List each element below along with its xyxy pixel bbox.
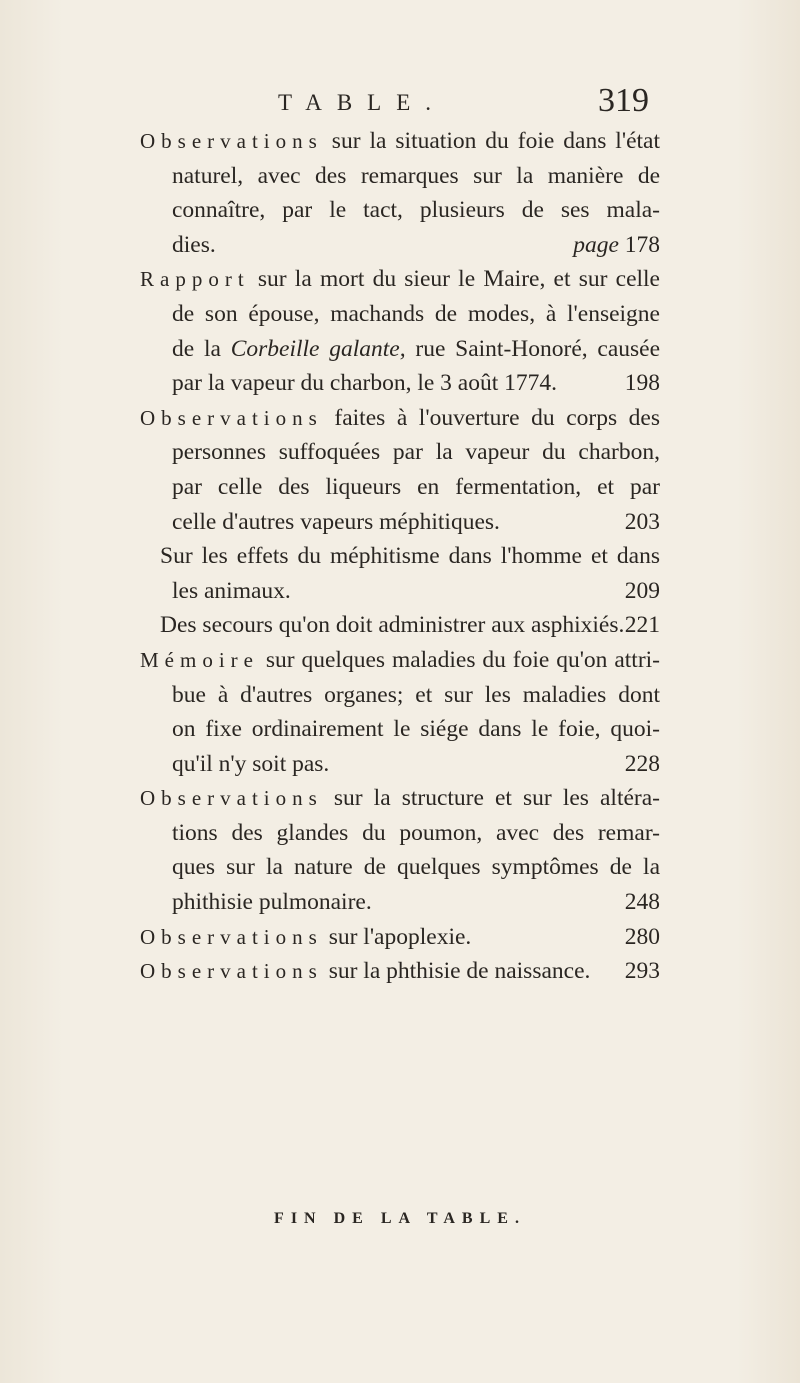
entry-keyword: Observations (140, 924, 323, 949)
entry-line: Observations sur la structure et sur les altéra- (140, 785, 660, 812)
table-entry (140, 920, 660, 955)
page-ref: page 178 (573, 231, 660, 258)
entry-line: on fixe ordinairement le siége dans le foie, quoi- (172, 716, 660, 743)
table-entry (140, 954, 660, 989)
entry-line: Des secours qu'on doit administrer aux asphixiés. 221 (140, 608, 660, 643)
table-subentry (140, 539, 660, 608)
table-entry (140, 643, 660, 781)
page-ref: 209 (624, 577, 660, 604)
entry-line: naturel, avec des remarques sur la manière de (172, 162, 660, 189)
entry-keyword: Observations (140, 959, 323, 984)
table-entry (140, 781, 660, 919)
page-ref: 280 (624, 923, 660, 950)
italic-title: Corbeille galante, (230, 335, 406, 362)
entry-line: qu'il n'y soit pas. 228 (140, 747, 660, 782)
entry-line: les animaux. 209 (140, 574, 660, 609)
page-ref: 203 (624, 508, 660, 535)
entry-line: bue à d'autres organes; et sur les maladies dont (172, 681, 660, 708)
entry-line: de la Corbeille galante, rue Saint-Honoré, causée (172, 335, 661, 362)
entry-line: Observations faites à l'ouverture du corps des (140, 404, 660, 431)
page-ref: 198 (624, 370, 660, 397)
running-title: TABLE. (278, 90, 447, 115)
entry-line: par la vapeur du charbon, le 3 août 1774. 198 (140, 366, 660, 401)
page-number: 319 (598, 82, 649, 119)
entry-line: connaître, par le tact, plusieurs de ses mala- (172, 197, 660, 224)
entry-line: Observations sur l'apoplexie. 280 (140, 920, 660, 955)
entry-line: Sur les effets du méphitisme dans l'homme et dans (160, 543, 660, 570)
table-entry (140, 262, 660, 400)
entry-line: tions des glandes du poumon, avec des remar- (172, 819, 660, 846)
entry-keyword: Mémoire (140, 647, 259, 672)
entry-keyword: Observations (140, 129, 323, 153)
page-ref: 248 (624, 889, 660, 916)
entry-line: phithisie pulmonaire. 248 (140, 885, 660, 920)
end-of-table: FIN DE LA TABLE. (274, 1210, 526, 1227)
running-head (0, 82, 800, 122)
entry-keyword: Observations (140, 786, 323, 811)
page-ref: 221 (624, 612, 660, 639)
entry-line: personnes suffoquées par la vapeur du charbon, (172, 439, 660, 466)
entry-keyword: Rapport (140, 267, 250, 292)
table-entry (140, 124, 660, 262)
entry-line: Observations sur la phthisie de naissance. 293 (140, 954, 660, 989)
entry-line: dies. page 178 (140, 228, 660, 263)
table-subentry (140, 608, 660, 643)
page-ref: 293 (624, 958, 660, 985)
table-entry (140, 401, 660, 539)
entry-line: Mémoire sur quelques maladies du foie qu'on attri- (140, 646, 660, 673)
entry-line: Observations sur la situation du foie dans l'état (140, 128, 660, 154)
entry-keyword: Observations (140, 405, 323, 430)
entry-line: ques sur la nature de quelques symptômes de la (172, 854, 660, 881)
entry-line: de son épouse, machands de modes, à l'enseigne (172, 300, 660, 327)
page-ref: 228 (624, 750, 660, 777)
entry-line: par celle des liqueurs en fermentation, et par (172, 473, 660, 500)
entry-line: Rapport sur la mort du sieur le Maire, et sur celle (140, 266, 660, 293)
entry-line: celle d'autres vapeurs méphitiques. 203 (140, 505, 660, 540)
table-entries (140, 124, 660, 989)
